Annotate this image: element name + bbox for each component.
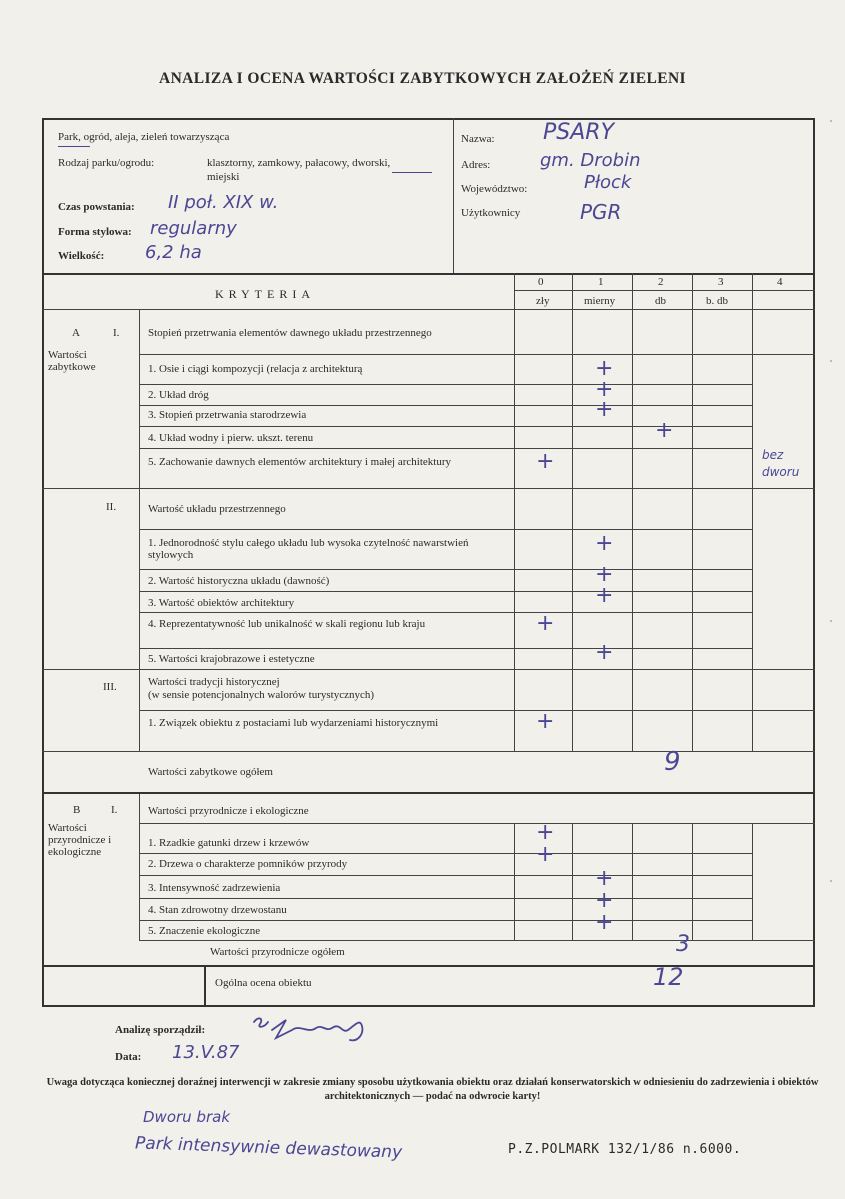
b-row-1: 1. Rzadkie gatunki drzew i krzewów [148, 837, 310, 849]
score-mark-a1-5: + [536, 449, 555, 474]
score-mark-a1-3: + [595, 397, 614, 422]
score-mark-b1-1: + [536, 820, 555, 845]
score-1-label: mierny [584, 295, 616, 307]
b-col-line-4 [752, 823, 753, 940]
era-value: II poł. XIX w. [168, 192, 279, 213]
a-total-value: 9 [664, 747, 681, 777]
a1-row-1: 1. Osie i ciągi kompozycji (relacja z architekturą [148, 363, 363, 375]
score-2-num: 2 [658, 276, 664, 288]
a2-row-3: 3. Wartość obiektów architektury [148, 597, 295, 609]
margin-note: bez dworu [762, 448, 800, 479]
score-mark-a2-1: + [595, 531, 614, 556]
score-mark-a1-4: + [655, 418, 674, 443]
col-line-2 [632, 273, 633, 751]
section-b-roman: I. [111, 804, 118, 816]
section-a-roman: I. [113, 327, 120, 339]
signature-image [250, 1010, 380, 1046]
score-mark-a2-5: + [595, 640, 614, 665]
kind-underline [392, 172, 432, 173]
criteria-heading: KRYTERIA [215, 287, 315, 301]
users-value: PGR [580, 200, 622, 224]
b-row-3: 3. Intensywność zadrzewienia [148, 882, 281, 894]
score-1-num: 1 [598, 276, 604, 288]
a-total-label: Wartości zabytkowe ogółem [148, 766, 273, 778]
b-row-5: 5. Znaczenie ekologiczne [148, 925, 261, 937]
score-mark-b1-4: + [595, 888, 614, 913]
section-a-letter: A [72, 327, 80, 339]
col-line-4 [752, 273, 753, 751]
a1-end-line [42, 488, 815, 489]
b-line-2 [139, 875, 752, 876]
voivodeship-value: Płock [584, 172, 632, 193]
type-underline [58, 146, 90, 147]
users-label: Użytkownicy [461, 207, 521, 219]
score-mark-b1-5: + [595, 910, 614, 935]
size-value: 6,2 ha [145, 242, 202, 263]
b-row-4: 4. Stan zdrowotny drzewostanu [148, 904, 287, 916]
a1-title: Stopień przetrwania elementów dawnego układu przestrzennego [148, 327, 432, 339]
size-label: Wielkość: [58, 250, 105, 262]
a2-row-4: 4. Reprezentatywność lub unikalność w skali regionu lub kraju [148, 618, 426, 630]
score-0-label: zły [536, 295, 550, 307]
name-value: PSARY [543, 120, 615, 145]
score-mark-a2-4: + [536, 611, 555, 636]
b-col-line-2 [632, 823, 633, 940]
score-4-num: 4 [777, 276, 783, 288]
overall-value: 12 [653, 963, 684, 991]
label-col-line-a [139, 309, 140, 751]
name-label: Nazwa: [461, 133, 495, 145]
address-label: Adres: [461, 159, 491, 171]
print-code: P.Z.POLMARK 132/1/86 n.6000. [508, 1142, 742, 1157]
a3-title-line [139, 710, 815, 711]
kind-options-2: miejski [207, 171, 240, 183]
score-mark-a2-2: + [595, 562, 614, 587]
era-label: Czas powstania: [58, 201, 135, 213]
b-end-line [139, 940, 815, 941]
b-title: Wartości przyrodnicze i ekologiczne [148, 805, 309, 817]
a1-line-2 [139, 405, 752, 406]
document-title: ANALIZA I OCENA WARTOŚCI ZABYTKOWYCH ZAŁOŻEŃ ZIELENI [158, 70, 686, 87]
col-line-3 [692, 273, 693, 751]
b-col-line-1 [572, 823, 573, 940]
a2-row-5: 5. Wartości krajobrazowe i estetyczne [148, 653, 315, 665]
a1-row-5: 5. Zachowanie dawnych elementów architektury i małej architektury [148, 456, 451, 468]
b-line-4 [139, 920, 752, 921]
a1-line-4 [139, 448, 752, 449]
b-col-line-3 [692, 823, 693, 940]
header-bottom-line [42, 273, 815, 275]
score-3-label: b. db [706, 295, 728, 307]
a1-row-3: 3. Stopień przetrwania starodrzewia [148, 409, 307, 421]
handwritten-note-2: Park intensywnie dewastowany [134, 1133, 403, 1163]
b-col-line-0 [514, 823, 515, 940]
kind-label: Rodzaj parku/ogrodu: [58, 157, 155, 169]
score-mark-a1-2: + [595, 377, 614, 402]
style-value: regularny [150, 218, 237, 239]
a2-end-line [42, 669, 815, 670]
a2-line-1 [139, 569, 752, 570]
date-value: 13.V.87 [172, 1042, 240, 1063]
section-a-bottom [42, 792, 815, 794]
a3-end-line [42, 751, 815, 752]
a2-row-2: 2. Wartość historyczna układu (dawność) [148, 575, 330, 587]
score-mark-a3-1: + [536, 709, 555, 734]
a2-line-4 [139, 648, 752, 649]
kind-options: klasztorny, zamkowy, pałacowy, dworski, [207, 157, 391, 169]
prepared-label: Analizę sporządził: [115, 1024, 206, 1036]
b-title-line [139, 823, 815, 824]
score-header-mid [514, 290, 815, 291]
b-total-label: Wartości przyrodnicze ogółem [210, 946, 345, 958]
address-value: gm. Drobin [540, 150, 641, 171]
a2-row-1: 1. Jednorodność stylu całego układu lub wysoka czytelność nawarstwień stylowych [148, 537, 469, 561]
b-total-bottom [42, 965, 815, 967]
date-label: Data: [115, 1051, 142, 1063]
section-a3-roman: III. [103, 681, 117, 693]
a3-row-1: 1. Związek obiektu z postaciami lub wydarzeniami historycznymi [148, 717, 439, 729]
col-line-0 [514, 273, 515, 751]
score-mark-a2-3: + [595, 583, 614, 608]
a2-line-3 [139, 612, 752, 613]
score-0-num: 0 [538, 276, 544, 288]
a1-row-2: 2. Układ dróg [148, 389, 209, 401]
header-divider [453, 118, 454, 274]
b-line-1 [139, 853, 752, 854]
score-mark-b1-2: + [536, 842, 555, 867]
section-b-letter: B [73, 804, 81, 816]
section-a-label: Wartości zabytkowe [48, 349, 96, 373]
a2-title-line [139, 529, 752, 530]
type-label: Park, ogród, aleja, zieleń towarzysząca [58, 131, 230, 143]
a1-line-1 [139, 384, 752, 385]
footer-note: Uwaga dotycząca koniecznej doraźnej interwencji w zakresie zmiany sposobu użytkowania obiektu oraz działań konserwatorskich w odniesieniu do zadrzewienia i obiektów architektonicznych — podać na odwrocie karty! [46, 1077, 819, 1102]
b-row-2: 2. Drzewa o charakterze pomników przyrody [148, 858, 348, 870]
a2-line-2 [139, 591, 752, 592]
a3-title-1: Wartości tradycji historycznej [148, 676, 280, 688]
score-2-label: db [655, 295, 666, 307]
label-col-line-b [139, 793, 140, 940]
score-mark-b1-3: + [595, 866, 614, 891]
b-total-value: 3 [676, 932, 690, 957]
b-line-3 [139, 898, 752, 899]
a1-row-4: 4. Układ wodny i pierw. ukszt. terenu [148, 432, 314, 444]
a2-title: Wartość układu przestrzennego [148, 503, 286, 515]
criteria-header-bottom [42, 309, 815, 310]
handwritten-note-1: Dworu brak [143, 1108, 231, 1126]
score-mark-a1-1: + [595, 356, 614, 381]
score-3-num: 3 [718, 276, 724, 288]
style-label: Forma stylowa: [58, 226, 132, 238]
a3-title-2: (w sensie potencjonalnych walorów turystycznych) [148, 689, 375, 701]
section-b-label: Wartości przyrodnicze i ekologiczne [48, 822, 112, 858]
overall-box-left [204, 965, 206, 1007]
col-line-1 [572, 273, 573, 751]
a1-title-line [139, 354, 815, 355]
section-a2-roman: II. [106, 501, 117, 513]
voivodeship-label: Województwo: [461, 183, 528, 195]
overall-label: Ogólna ocena obiektu [215, 977, 312, 989]
